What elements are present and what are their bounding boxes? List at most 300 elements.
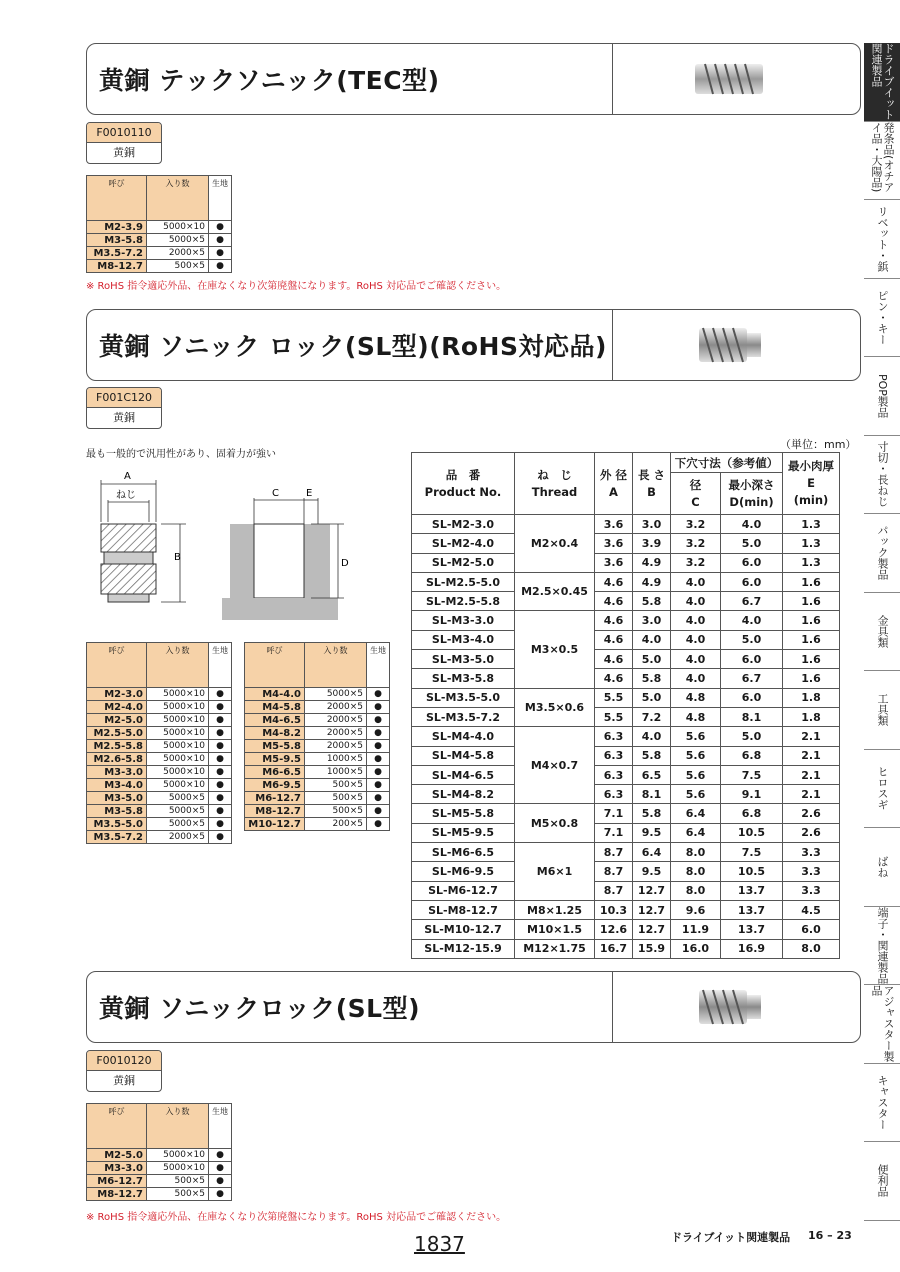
side-tab[interactable]: 工具類 <box>876 693 889 727</box>
side-tab[interactable]: 発条品(オチアイ品・大陽品) <box>870 121 895 192</box>
dim-a: 4.6 <box>595 611 633 630</box>
thread: M4×0.7 <box>515 727 595 804</box>
dim-b: 7.2 <box>633 707 671 726</box>
product-code: F001C120 <box>87 388 161 408</box>
row-name: M6-12.7 <box>245 792 305 805</box>
section-title: 黄銅 ソニック ロック(SL型)(RoHS対応品) <box>99 332 607 361</box>
side-tab[interactable]: 便利品 <box>876 1164 889 1198</box>
row-name: M4-8.2 <box>245 727 305 740</box>
product-no: SL-M3-3.0 <box>412 611 515 630</box>
spec-row <box>412 823 840 842</box>
dim-a: 8.7 <box>595 862 633 881</box>
side-tab[interactable]: ヒロスギ <box>876 766 889 811</box>
side-tab[interactable]: 寸切・長ねじ <box>876 441 889 508</box>
dim-a: 12.6 <box>595 920 633 939</box>
dim-e: 1.6 <box>783 630 840 649</box>
stock-dot: ● <box>209 1188 232 1201</box>
row-qty: 5000×10 <box>147 1149 209 1162</box>
table-row <box>87 727 232 740</box>
spec-row <box>412 534 840 553</box>
row-qty: 5000×10 <box>147 221 209 234</box>
header-name: 呼び <box>87 1104 147 1149</box>
stock-dot: ● <box>367 727 390 740</box>
qty-header-row <box>87 643 232 688</box>
label-c: C <box>272 488 279 499</box>
stock-dot: ● <box>367 753 390 766</box>
table-row <box>87 688 232 701</box>
header-qty: 入り数 <box>147 176 209 221</box>
dim-a: 4.6 <box>595 650 633 669</box>
stock-dot: ● <box>209 831 232 844</box>
product-no: SL-M12-15.9 <box>412 939 515 958</box>
dim-c: 6.4 <box>671 804 721 823</box>
label-a: A <box>124 471 131 482</box>
rohs-note: ※ RoHS 指令適応外品、在庫なくなり次第廃盤になります。RoHS 対応品でご確認ください。 <box>86 1212 507 1223</box>
stock-dot: ● <box>209 779 232 792</box>
qty-header-row <box>87 1104 232 1149</box>
table-row <box>245 753 390 766</box>
table-row <box>245 792 390 805</box>
product-no: SL-M2.5-5.8 <box>412 592 515 611</box>
table-row <box>245 740 390 753</box>
row-name: M3-3.0 <box>87 766 147 779</box>
product-no: SL-M3-4.0 <box>412 630 515 649</box>
spec-row <box>412 688 840 707</box>
footer-page-ref: 16 – 23 <box>808 1229 852 1242</box>
thread: M5×0.8 <box>515 804 595 843</box>
table-row <box>245 766 390 779</box>
table-row <box>87 766 232 779</box>
dim-e: 1.3 <box>783 553 840 572</box>
dim-c: 4.0 <box>671 572 721 591</box>
row-qty: 5000×5 <box>147 805 209 818</box>
row-name: M3-4.0 <box>87 779 147 792</box>
table-row <box>87 1188 232 1201</box>
row-qty: 2000×5 <box>305 701 367 714</box>
row-qty: 2000×5 <box>305 727 367 740</box>
row-qty: 5000×5 <box>147 792 209 805</box>
table-row <box>245 688 390 701</box>
dim-b: 5.0 <box>633 650 671 669</box>
table-row <box>87 714 232 727</box>
dim-d: 4.0 <box>721 515 783 534</box>
side-tab[interactable]: 端子・関連製品 <box>876 906 889 984</box>
section-title: 黄銅 テックソニック(TEC型) <box>99 66 440 95</box>
header-stock: 生地 <box>209 1104 232 1149</box>
product-no: SL-M3.5-7.2 <box>412 707 515 726</box>
header-wall: 最小肉厚 E (min) <box>783 453 840 515</box>
header-qty: 入り数 <box>305 643 367 688</box>
product-no: SL-M2-3.0 <box>412 515 515 534</box>
dim-c: 3.2 <box>671 515 721 534</box>
dim-b: 3.0 <box>633 611 671 630</box>
section-header-sl <box>86 971 861 1043</box>
row-qty: 5000×10 <box>147 688 209 701</box>
dim-c: 6.4 <box>671 823 721 842</box>
header-thread: ね じ Thread <box>515 453 595 515</box>
row-name: M4-6.5 <box>245 714 305 727</box>
dim-b: 9.5 <box>633 823 671 842</box>
header-stock: 生地 <box>209 176 232 221</box>
dim-b: 8.1 <box>633 785 671 804</box>
stock-dot: ● <box>209 1149 232 1162</box>
dim-d: 13.7 <box>721 900 783 919</box>
dim-d: 6.0 <box>721 572 783 591</box>
material-label: 黄銅 <box>113 411 135 424</box>
dim-d: 6.0 <box>721 688 783 707</box>
side-tab[interactable]: ドライブイット関連製品 <box>864 43 900 121</box>
table-row <box>87 818 232 831</box>
dim-a: 5.5 <box>595 688 633 707</box>
side-tab[interactable]: 金具類 <box>876 614 889 648</box>
side-tab[interactable]: ばね <box>876 855 889 878</box>
material-label: 黄銅 <box>113 1074 135 1087</box>
spec-row <box>412 862 840 881</box>
dimension-diagram <box>86 462 406 632</box>
product-no: SL-M6-9.5 <box>412 862 515 881</box>
side-tab[interactable]: キャスター <box>876 1074 889 1130</box>
table-row <box>87 792 232 805</box>
row-qty: 1000×5 <box>305 766 367 779</box>
page-number: 1837 <box>414 1232 465 1256</box>
stock-dot: ● <box>209 260 232 273</box>
row-qty: 5000×10 <box>147 779 209 792</box>
dim-e: 2.1 <box>783 746 840 765</box>
product-no: SL-M4-8.2 <box>412 785 515 804</box>
row-name: M2-3.0 <box>87 688 147 701</box>
quantity-table <box>86 1103 232 1201</box>
header-name: 呼び <box>245 643 305 688</box>
side-tab[interactable]: アジャスター製品 <box>870 985 895 1062</box>
section-header-tec <box>86 43 861 115</box>
table-row <box>87 221 232 234</box>
quantity-table-right <box>244 642 390 831</box>
row-name: M2.5-5.0 <box>87 727 147 740</box>
dim-b: 12.7 <box>633 900 671 919</box>
label-b: B <box>174 552 181 563</box>
row-qty: 5000×5 <box>147 234 209 247</box>
dim-b: 3.9 <box>633 534 671 553</box>
dim-c: 3.2 <box>671 553 721 572</box>
dim-c: 4.0 <box>671 611 721 630</box>
dim-b: 6.4 <box>633 843 671 862</box>
header-stock: 生地 <box>367 643 390 688</box>
dim-a: 7.1 <box>595 823 633 842</box>
table-row <box>245 779 390 792</box>
dim-d: 5.0 <box>721 630 783 649</box>
stock-dot: ● <box>209 234 232 247</box>
product-image <box>691 56 767 102</box>
dim-d: 10.5 <box>721 823 783 842</box>
dim-b: 15.9 <box>633 939 671 958</box>
dim-a: 8.7 <box>595 881 633 900</box>
spec-row <box>412 746 840 765</box>
stock-dot: ● <box>209 818 232 831</box>
spec-table <box>411 452 840 959</box>
spec-row <box>412 804 840 823</box>
product-code-box <box>86 387 162 429</box>
dim-b: 4.9 <box>633 572 671 591</box>
row-name: M6-9.5 <box>245 779 305 792</box>
row-qty: 5000×10 <box>147 766 209 779</box>
dim-e: 2.6 <box>783 823 840 842</box>
spec-row <box>412 707 840 726</box>
dim-e: 1.6 <box>783 592 840 611</box>
dim-e: 1.8 <box>783 707 840 726</box>
spec-row <box>412 785 840 804</box>
dim-c: 5.6 <box>671 727 721 746</box>
spec-row <box>412 592 840 611</box>
dim-e: 1.3 <box>783 515 840 534</box>
side-tab[interactable]: パック製品 <box>876 525 889 581</box>
table-row <box>87 1149 232 1162</box>
label-e: E <box>306 488 313 499</box>
product-code: F0010120 <box>87 1051 161 1071</box>
row-name: M6-6.5 <box>245 766 305 779</box>
dim-d: 4.0 <box>721 611 783 630</box>
row-name: M6-12.7 <box>87 1175 147 1188</box>
dim-d: 6.7 <box>721 669 783 688</box>
dim-a: 4.6 <box>595 572 633 591</box>
label-d: D <box>341 558 349 569</box>
dim-c: 9.6 <box>671 900 721 919</box>
thread: M12×1.75 <box>515 939 595 958</box>
table-row <box>87 753 232 766</box>
side-tab[interactable]: ピン・キー <box>876 289 889 345</box>
dim-e: 6.0 <box>783 920 840 939</box>
stock-dot: ● <box>209 701 232 714</box>
dim-d: 8.1 <box>721 707 783 726</box>
spec-row <box>412 881 840 900</box>
dim-b: 6.5 <box>633 765 671 784</box>
stock-dot: ● <box>367 701 390 714</box>
footer-category: ドライブイット関連製品 <box>671 1231 791 1244</box>
row-qty: 500×5 <box>305 805 367 818</box>
stock-dot: ● <box>209 805 232 818</box>
spec-row <box>412 920 840 939</box>
dim-a: 16.7 <box>595 939 633 958</box>
spec-row <box>412 572 840 591</box>
stock-dot: ● <box>367 766 390 779</box>
dim-b: 4.0 <box>633 727 671 746</box>
dim-c: 16.0 <box>671 939 721 958</box>
dim-a: 10.3 <box>595 900 633 919</box>
row-name: M3.5-7.2 <box>87 831 147 844</box>
dim-d: 13.7 <box>721 920 783 939</box>
dim-c: 4.0 <box>671 669 721 688</box>
table-row <box>87 247 232 260</box>
dim-b: 12.7 <box>633 920 671 939</box>
dim-a: 4.6 <box>595 669 633 688</box>
table-row <box>87 740 232 753</box>
row-qty: 500×5 <box>147 260 209 273</box>
dim-c: 4.8 <box>671 688 721 707</box>
row-name: M2-3.9 <box>87 221 147 234</box>
product-no: SL-M10-12.7 <box>412 920 515 939</box>
spec-row <box>412 843 840 862</box>
header-dia: 径 C <box>671 473 721 515</box>
description: 最も一般的で汎用性があり、固着力が強い <box>86 449 276 460</box>
stock-dot: ● <box>367 688 390 701</box>
dim-d: 6.0 <box>721 650 783 669</box>
spec-row <box>412 939 840 958</box>
dim-d: 13.7 <box>721 881 783 900</box>
thread: M2×0.4 <box>515 515 595 573</box>
header-qty: 入り数 <box>147 1104 209 1149</box>
product-no: SL-M2-4.0 <box>412 534 515 553</box>
product-image <box>691 984 767 1030</box>
row-name: M2.5-5.8 <box>87 740 147 753</box>
thread: M2.5×0.45 <box>515 572 595 611</box>
stock-dot: ● <box>367 805 390 818</box>
dim-e: 2.1 <box>783 727 840 746</box>
dim-e: 3.3 <box>783 862 840 881</box>
dim-d: 6.7 <box>721 592 783 611</box>
dim-c: 4.0 <box>671 650 721 669</box>
dim-e: 3.3 <box>783 843 840 862</box>
dim-a: 4.6 <box>595 592 633 611</box>
dim-a: 6.3 <box>595 727 633 746</box>
header-depth: 最小深さ D(min) <box>721 473 783 515</box>
row-name: M2-5.0 <box>87 1149 147 1162</box>
row-name: M8-12.7 <box>87 1188 147 1201</box>
stock-dot: ● <box>209 792 232 805</box>
row-name: M3.5-5.0 <box>87 818 147 831</box>
dim-e: 2.1 <box>783 785 840 804</box>
dim-b: 5.8 <box>633 804 671 823</box>
dim-d: 6.8 <box>721 804 783 823</box>
row-name: M4-5.8 <box>245 701 305 714</box>
dim-c: 5.6 <box>671 765 721 784</box>
table-row <box>245 805 390 818</box>
table-row <box>245 701 390 714</box>
dim-d: 9.1 <box>721 785 783 804</box>
row-qty: 5000×10 <box>147 740 209 753</box>
stock-dot: ● <box>209 1162 232 1175</box>
dim-d: 6.8 <box>721 746 783 765</box>
row-name: M8-12.7 <box>245 805 305 818</box>
dim-c: 5.6 <box>671 785 721 804</box>
product-no: SL-M5-5.8 <box>412 804 515 823</box>
row-qty: 5000×5 <box>147 818 209 831</box>
thread: M10×1.5 <box>515 920 595 939</box>
dim-d: 10.5 <box>721 862 783 881</box>
dim-e: 1.8 <box>783 688 840 707</box>
stock-dot: ● <box>209 766 232 779</box>
qty-header-row <box>87 176 232 221</box>
spec-row <box>412 630 840 649</box>
product-no: SL-M2-5.0 <box>412 553 515 572</box>
label-thread: ねじ <box>116 490 136 501</box>
row-qty: 1000×5 <box>305 753 367 766</box>
dim-d: 16.9 <box>721 939 783 958</box>
dim-a: 5.5 <box>595 707 633 726</box>
product-no: SL-M5-9.5 <box>412 823 515 842</box>
dim-d: 7.5 <box>721 843 783 862</box>
table-row <box>245 727 390 740</box>
thread: M3×0.5 <box>515 611 595 688</box>
dim-b: 5.8 <box>633 592 671 611</box>
spec-row <box>412 765 840 784</box>
table-row <box>87 260 232 273</box>
row-name: M3.5-7.2 <box>87 247 147 260</box>
product-no: SL-M3-5.0 <box>412 650 515 669</box>
dim-b: 3.0 <box>633 515 671 534</box>
dim-d: 5.0 <box>721 727 783 746</box>
row-name: M3-5.0 <box>87 792 147 805</box>
table-row <box>87 805 232 818</box>
dim-b: 5.8 <box>633 669 671 688</box>
row-qty: 5000×10 <box>147 727 209 740</box>
header-name: 呼び <box>87 176 147 221</box>
stock-dot: ● <box>209 688 232 701</box>
dim-b: 5.0 <box>633 688 671 707</box>
row-name: M2.6-5.8 <box>87 753 147 766</box>
product-no: SL-M6-6.5 <box>412 843 515 862</box>
spec-row <box>412 669 840 688</box>
table-row <box>245 714 390 727</box>
stock-dot: ● <box>367 779 390 792</box>
row-name: M5-9.5 <box>245 753 305 766</box>
stock-dot: ● <box>367 740 390 753</box>
side-tab[interactable]: リベット・鋲 <box>876 205 889 272</box>
rohs-note: ※ RoHS 指令適応外品、在庫なくなり次第廃盤になります。RoHS 対応品でご確認ください。 <box>86 281 507 292</box>
product-no: SL-M6-12.7 <box>412 881 515 900</box>
stock-dot: ● <box>209 221 232 234</box>
dim-e: 1.6 <box>783 572 840 591</box>
dim-b: 4.0 <box>633 630 671 649</box>
header-stock: 生地 <box>209 643 232 688</box>
stock-dot: ● <box>209 740 232 753</box>
product-code: F0010110 <box>87 123 161 143</box>
product-no: SL-M3-5.8 <box>412 669 515 688</box>
table-row <box>87 831 232 844</box>
table-row <box>87 1162 232 1175</box>
dim-b: 4.9 <box>633 553 671 572</box>
dim-a: 3.6 <box>595 515 633 534</box>
table-row <box>245 818 390 831</box>
stock-dot: ● <box>367 792 390 805</box>
product-no: SL-M4-6.5 <box>412 765 515 784</box>
dim-e: 1.6 <box>783 650 840 669</box>
row-qty: 5000×10 <box>147 1162 209 1175</box>
product-no: SL-M8-12.7 <box>412 900 515 919</box>
thread: M3.5×0.6 <box>515 688 595 727</box>
row-name: M3-3.0 <box>87 1162 147 1175</box>
dim-a: 6.3 <box>595 785 633 804</box>
material-label: 黄銅 <box>113 146 135 159</box>
row-qty: 500×5 <box>305 779 367 792</box>
dim-e: 8.0 <box>783 939 840 958</box>
dim-a: 7.1 <box>595 804 633 823</box>
product-no: SL-M4-5.8 <box>412 746 515 765</box>
product-no: SL-M4-4.0 <box>412 727 515 746</box>
row-qty: 500×5 <box>147 1175 209 1188</box>
row-qty: 2000×5 <box>305 740 367 753</box>
dim-d: 6.0 <box>721 553 783 572</box>
unit-note: （単位：mm） <box>780 438 857 451</box>
dim-c: 8.0 <box>671 881 721 900</box>
dim-c: 5.6 <box>671 746 721 765</box>
row-name: M3-5.8 <box>87 805 147 818</box>
row-name: M2-5.0 <box>87 714 147 727</box>
dim-c: 8.0 <box>671 843 721 862</box>
dim-b: 12.7 <box>633 881 671 900</box>
side-tab[interactable]: POP製品 <box>876 373 889 418</box>
row-name: M5-5.8 <box>245 740 305 753</box>
table-row <box>87 234 232 247</box>
row-qty: 5000×10 <box>147 714 209 727</box>
